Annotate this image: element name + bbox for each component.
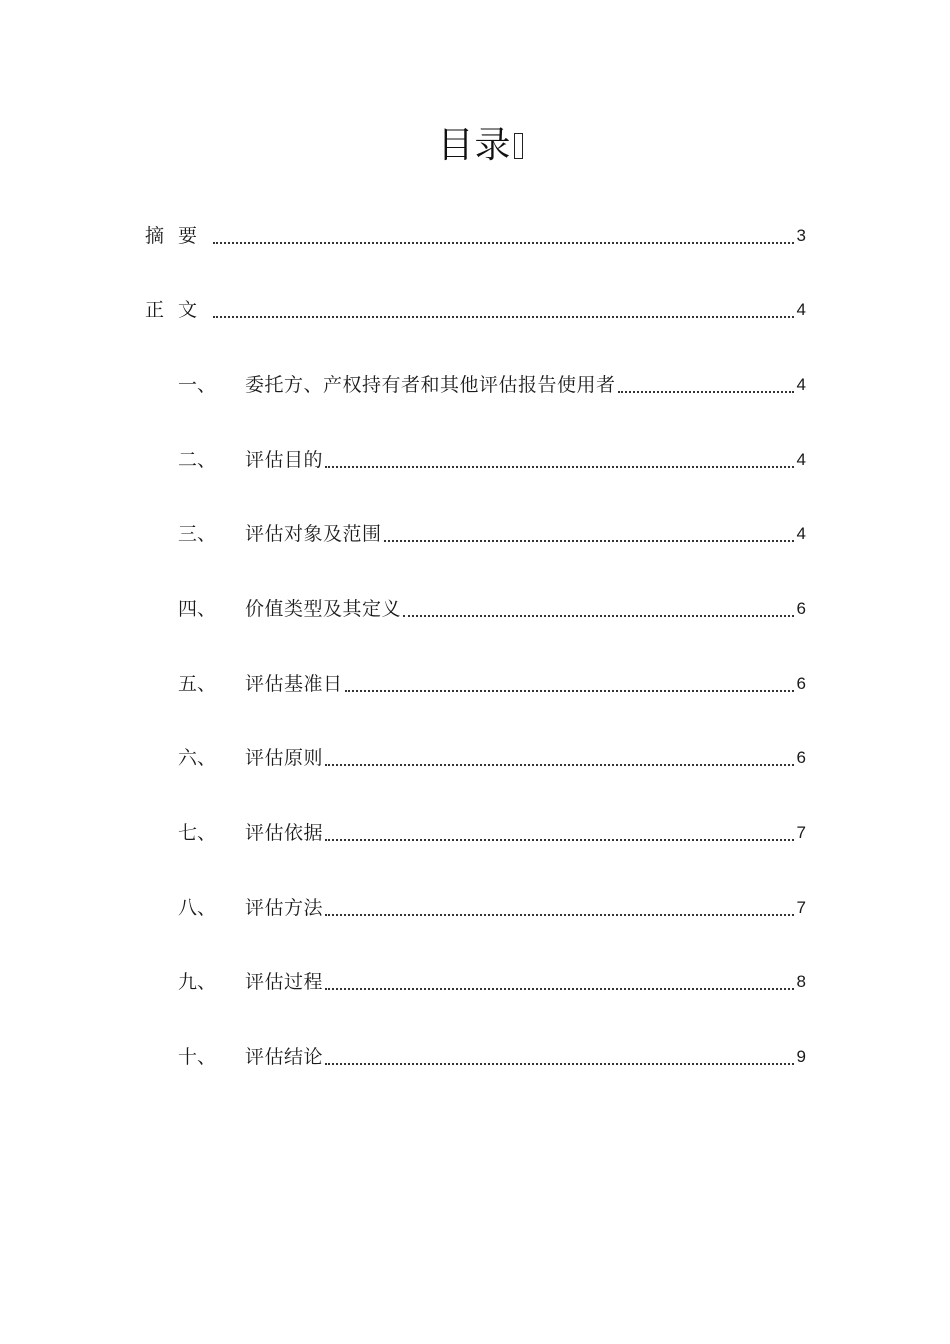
tofu-box-icon <box>514 133 523 159</box>
toc-page-number: 4 <box>796 450 806 469</box>
toc-entry-section-7[interactable] <box>178 819 806 847</box>
toc-title <box>0 122 950 170</box>
toc-entry-label: 评估对象及范围 <box>245 523 382 545</box>
toc-page-number: 9 <box>796 1047 806 1066</box>
toc-leader-dots <box>325 913 794 916</box>
toc-entry-label: 评估结论 <box>245 1046 324 1068</box>
toc-entry-section-8[interactable] <box>178 894 806 922</box>
toc-section-number: 七、 <box>178 822 217 844</box>
toc-page-number: 4 <box>796 300 806 319</box>
toc-entry-label: 评估基准日 <box>245 673 343 695</box>
toc-entry-label: 价值类型及其定义 <box>245 598 402 620</box>
toc-entry-label: 评估方法 <box>245 897 324 919</box>
toc-entry-section-3[interactable] <box>178 520 806 548</box>
toc-leader-dots <box>403 614 794 617</box>
toc-entry-label: 评估依据 <box>245 822 324 844</box>
toc-entry-label: 正文 <box>145 299 212 321</box>
toc-entry-label: 评估过程 <box>245 971 324 993</box>
toc-section-number: 九、 <box>178 971 217 993</box>
toc-section-number: 三、 <box>178 523 217 545</box>
toc-page-number: 3 <box>796 226 806 245</box>
toc-entry-abstract[interactable] <box>145 222 806 250</box>
toc-page-number: 8 <box>796 972 806 991</box>
toc-entry-section-5[interactable] <box>178 670 806 698</box>
toc-entry-label: 评估原则 <box>245 747 324 769</box>
toc-leader-dots <box>213 315 794 318</box>
toc-entry-section-2[interactable] <box>178 446 806 474</box>
toc-title-text: 目录 <box>437 125 512 167</box>
toc-entry-section-9[interactable] <box>178 968 806 996</box>
toc-leader-dots <box>325 1062 794 1065</box>
toc-page-number: 6 <box>796 674 806 693</box>
toc-page-number: 4 <box>796 375 806 394</box>
toc-page-number: 6 <box>796 599 806 618</box>
toc-page-number: 7 <box>796 898 806 917</box>
toc-leader-dots <box>325 838 794 841</box>
toc-entry-section-10[interactable] <box>178 1043 806 1071</box>
toc-section-number: 五、 <box>178 673 217 695</box>
toc-leader-dots <box>384 539 794 542</box>
toc-section-number: 十、 <box>178 1046 217 1068</box>
toc-page-number: 7 <box>796 823 806 842</box>
toc-leader-dots <box>345 689 794 692</box>
toc-section-number: 二、 <box>178 449 217 471</box>
toc-entry-section-1[interactable] <box>178 371 806 399</box>
toc-leader-dots <box>325 987 794 990</box>
toc-entry-label: 评估目的 <box>245 449 324 471</box>
toc-leader-dots <box>325 763 794 766</box>
toc-section-number: 四、 <box>178 598 217 620</box>
toc-leader-dots <box>213 241 794 244</box>
toc-entry-section-6[interactable] <box>178 744 806 772</box>
toc-entry-label: 摘要 <box>145 225 212 247</box>
toc-page-number: 6 <box>796 748 806 767</box>
toc-leader-dots <box>618 390 794 393</box>
toc-entry-label: 委托方、产权持有者和其他评估报告使用者 <box>245 374 616 396</box>
toc-entry-main-text[interactable] <box>145 296 806 324</box>
toc-section-number: 六、 <box>178 747 217 769</box>
toc-leader-dots <box>325 465 794 468</box>
toc-section-number: 一、 <box>178 374 217 396</box>
toc-entry-section-4[interactable] <box>178 595 806 623</box>
toc-section-number: 八、 <box>178 897 217 919</box>
toc-page-number: 4 <box>796 524 806 543</box>
